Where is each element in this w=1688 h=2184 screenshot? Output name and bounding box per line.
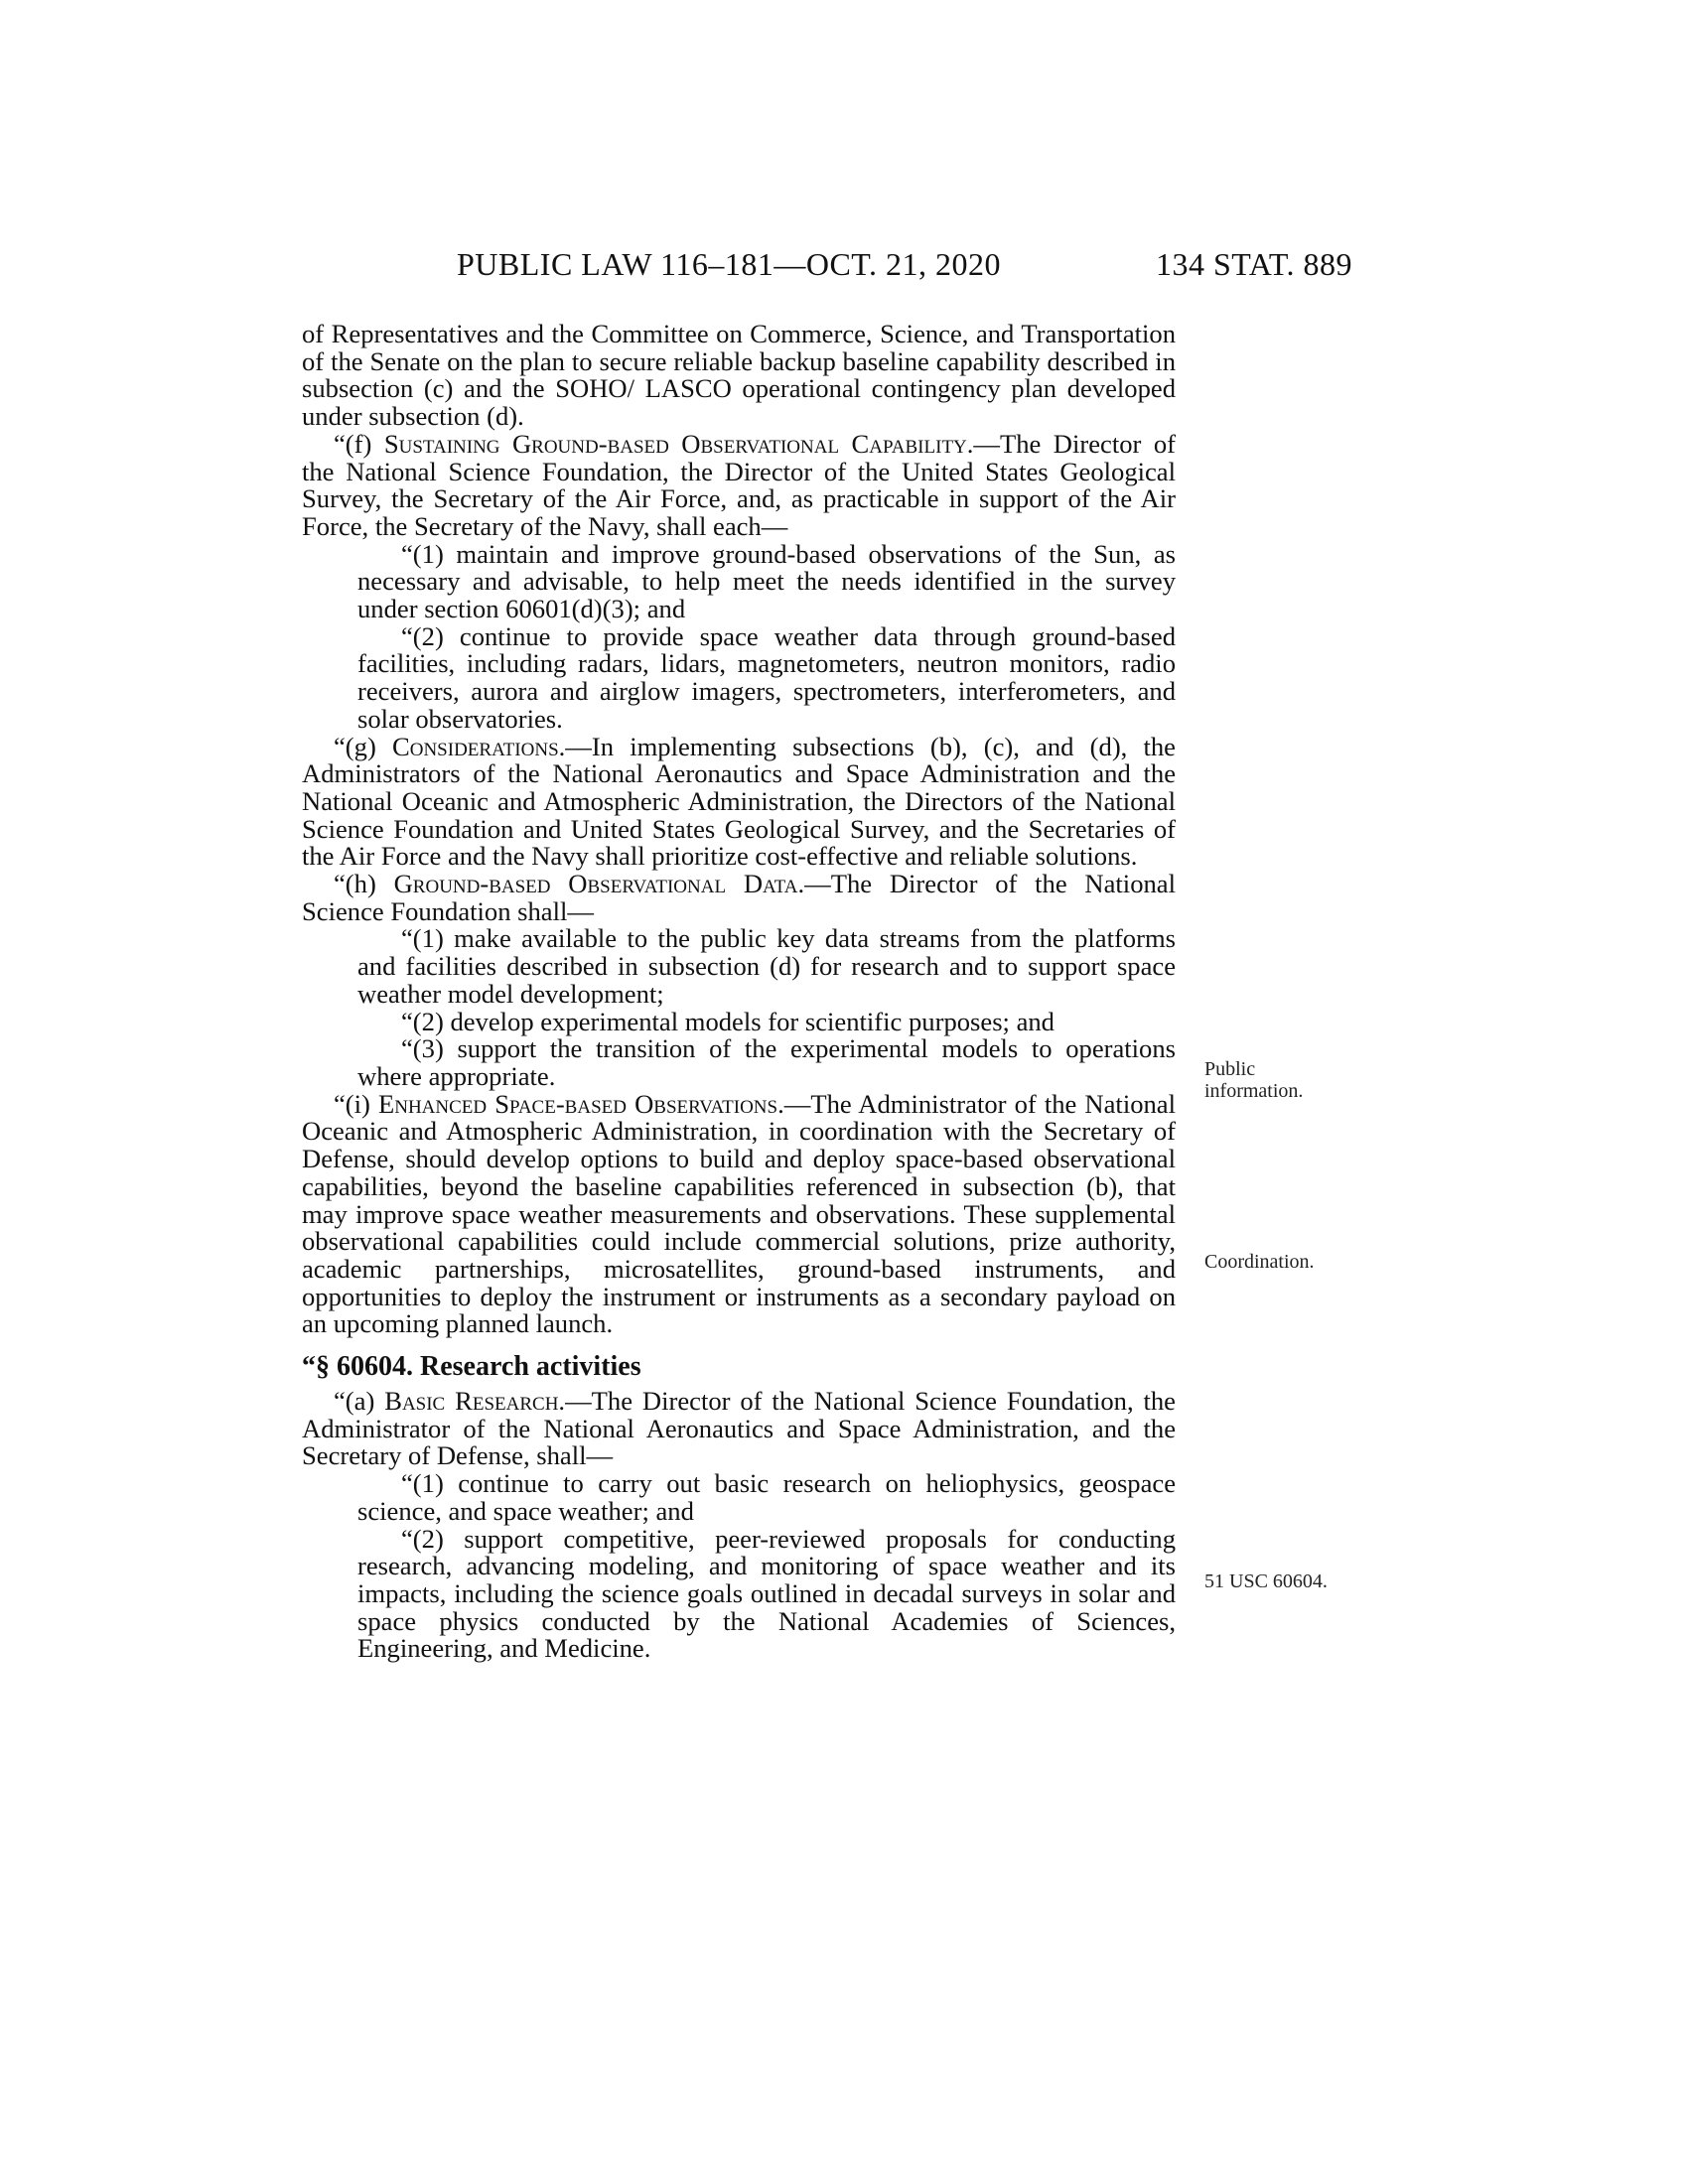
paragraph-f2: “(2) continue to provide space weather data through ground-based facilities, including radars, lidars, magnetometers, neutron monitors, radio receivers, aurora and airglow imagers, spectrometers, interferometers, and solar observatories.: [357, 620, 1176, 734]
paragraph-a2: “(2) support competitive, peer-reviewed proposals for conducting research, advancing modeling, and monitoring of space weather and its impacts, including the science goals outlined in decadal surveys in solar and space physics conducted by the National Academies of Sciences, Engineering, and Medicine.: [357, 1523, 1176, 1664]
subsection-f: [302, 428, 1176, 541]
subsection-f-text: —The Director of the National Science Foundation, the Director of the United States Geological Survey, the Secretary of the Air Force, and, as practicable in support of the Air Force, the Secretary of the Navy, shall each—: [302, 428, 1176, 541]
paragraph-h1: “(1) make available to the public key data streams from the platforms and facilities described in subsection (d) for research and to support space weather model development;: [357, 923, 1176, 1009]
subsection-i-lead: “(i): [334, 1088, 378, 1119]
subsection-h-lead: “(h): [334, 869, 394, 899]
section-60604-heading: “§ 60604. Research activities: [302, 1351, 641, 1383]
subsection-g: [302, 731, 1176, 872]
subsection-f-lead: “(f): [334, 428, 384, 459]
paragraph-a1: “(1) continue to carry out basic research on heliophysics, geospace science, and space weather; and: [357, 1468, 1176, 1526]
subsection-f-title: Sustaining Ground-based Observational Capability.: [383, 428, 974, 459]
subsection-a-text: —The Director of the National Science Foundation, the Administrator of the National Aeronautics and Space Administration, and the Secretary of Defense, shall—: [302, 1386, 1176, 1471]
public-law-title: PUBLIC LAW 116–181—OCT. 21, 2020: [457, 246, 1001, 282]
margin-note-usc: 51 USC 60604.: [1204, 1570, 1328, 1592]
subsection-g-text: —In implementing subsections (b), (c), and (d), the Administrators of the National Aeronautics and Space Administration and the National Oceanic and Atmospheric Administration, the Directors of the National Science Foundation and United States Geological Survey, and the Secretaries of the Air Force and the Navy shall prioritize cost-effective and reliable solutions.: [302, 731, 1176, 872]
law-text: [302, 321, 1176, 1663]
paragraph-continuation: of Representatives and the Committee on Commerce, Science, and Transportation of the Senate on the plan to secure reliable backup baseline capability described in subsection (c) and the SOHO/ LASCO operational contingency plan developed under subsection (d).: [302, 319, 1176, 432]
subsection-i: [302, 1088, 1176, 1339]
paragraph-h3: “(3) support the transition of the experimental models to operations where appropriate.: [357, 1033, 1176, 1091]
subsection-g-lead: “(g): [334, 731, 392, 761]
subsection-i-text: —The Administrator of the National Oceanic and Atmospheric Administration, in coordination with the Secretary of Defense, should develop options to build and deploy space-based observational capabilities, beyond the baseline capabilities referenced in subsection (b), that may improve space weather measurements and observations. These supplemental observational capabilities could include commercial solutions, prize authority, academic partnerships, microsatellites, ground-based instruments, and opportunities to deploy the instrument or instruments as a secondary payload on an upcoming planned launch.: [302, 1088, 1176, 1339]
margin-note-coordination: Coordination.: [1204, 1251, 1315, 1273]
subsection-g-title: Considerations.: [392, 731, 566, 761]
margin-note-public-information: Public information.: [1204, 1058, 1304, 1102]
paragraph-f1: “(1) maintain and improve ground-based observations of the Sun, as necessary and advisable, to help meet the needs identified in the survey under section 60601(d)(3); and: [357, 538, 1176, 624]
subsection-a: [302, 1388, 1176, 1470]
paragraph-h2: “(2) develop experimental models for scientific purposes; and: [401, 1006, 1055, 1036]
subsection-h: [302, 871, 1176, 925]
subsection-a-title: Basic Research.: [384, 1386, 566, 1417]
subsection-h-title: Ground-based Observational Data.: [393, 869, 805, 899]
subsection-h-text: —The Director of the National Science Foundation shall—: [302, 869, 1176, 926]
page-header: [0, 246, 1688, 286]
subsection-a-lead: “(a): [334, 1386, 385, 1417]
subsection-i-title: Enhanced Space-based Observations.: [378, 1088, 784, 1119]
stat-page-number: 134 STAT. 889: [1156, 246, 1353, 282]
